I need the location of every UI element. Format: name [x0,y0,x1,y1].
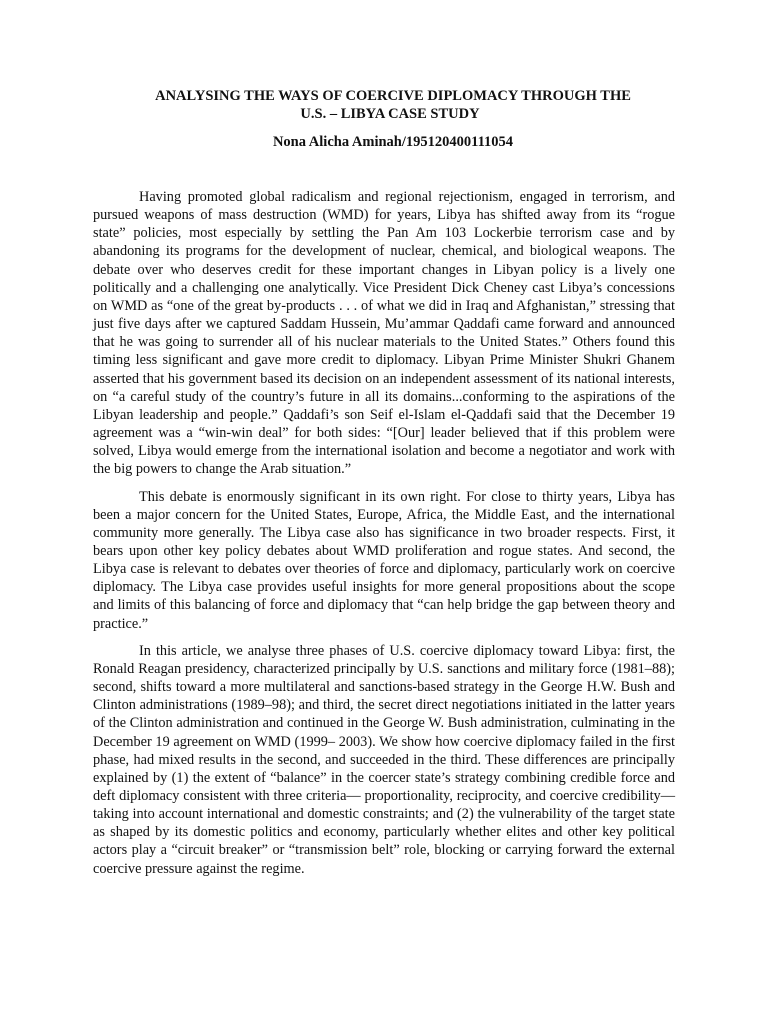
paragraph-3: In this article, we analyse three phases of U.S. coercive diplomacy toward Libya: first, the Ronald Reagan presidency, characterized principally by U.S. sanctions and military force (1981–88); second, shifts toward a more multilateral and sanctions-based strategy in the George H.W. Bush and Clinton administrations (1989–98); and third, the secret direct negotiations initiated in the latter years of the Clinton administration and continued in the George W. Bush administration, culminating in the December 19 agreement on WMD (1999– 2003). We show how coercive diplomacy failed in the first phase, had mixed results in the second, and succeeded in the third. These differences are principally explained by (1) the extent of “balance” in the coercer state’s strategy combining credible force and deft diplomacy consistent with three criteria— proportionality, reciprocity, and coercive credibility—taking into account international and domestic constraints; and (2) the vulnerability of the target state as shaped by its domestic politics and economy, particularly whether elites and other key political actors play a “circuit breaker” or “transmission belt” role, blocking or carrying forward the external coercive pressure against the regime. [93,642,675,877]
paragraph-2: This debate is enormously significant in its own right. For close to thirty years, Libya has been a major concern for the United States, Europe, Africa, the Middle East, and the international community more generally. The Libya case also has significance in two broader respects. First, it bears upon other key policy debates about WMD proliferation and rogue states. And second, the Libya case is relevant to debates over theories of force and diplomacy, particularly work on coercive diplomacy. The Libya case provides useful insights for more general propositions about the scope and limits of this balancing of force and diplomacy that “can help bridge the gap between theory and practice.” [93,488,675,632]
document-body [93,188,675,887]
paragraph-1: Having promoted global radicalism and regional rejectionism, engaged in terrorism, and pursued weapons of mass destruction (WMD) for years, Libya has shifted away from its “rogue state” policies, most especially by settling the Pan Am 103 Lockerbie terrorism case and by abandoning its programs for the development of nuclear, chemical, and biological weapons. The debate over who deserves credit for these important changes in Libyan policy is a lively one politically and a challenging one analytically. Vice President Dick Cheney cast Libya’s concessions on WMD as “one of the great by-products . . . of what we did in Iraq and Afghanistan,” stressing that just five days after we captured Saddam Hussein, Mu’ammar Qaddafi came forward and announced that he was going to surrender all of his nuclear materials to the United States.” Others found this timing less significant and gave more credit to diplomacy. Libyan Prime Minister Shukri Ghanem asserted that his government based its decision on an independent assessment of its national interests, on “a careful study of the country’s future in all its domains...conforming to the aspirations of the Libyan leadership and people.” Qaddafi’s son Seif el-Islam el-Qaddafi said that the December 19 agreement was a “win-win deal” for both sides: “[Our] leader believed that if this problem were solved, Libya would emerge from the international isolation and become a negotiator and work with the big powers to change the Arab situation.” [93,189,675,478]
title-line-2: U.S. – LIBYA CASE STUDY [300,105,480,122]
author-line: Nona Alicha Aminah/195120400111054 [272,134,514,150]
document-title [93,88,675,123]
title-line-1: ANALYSING THE WAYS OF COERCIVE DIPLOMACY THROUGH THE [155,88,631,104]
